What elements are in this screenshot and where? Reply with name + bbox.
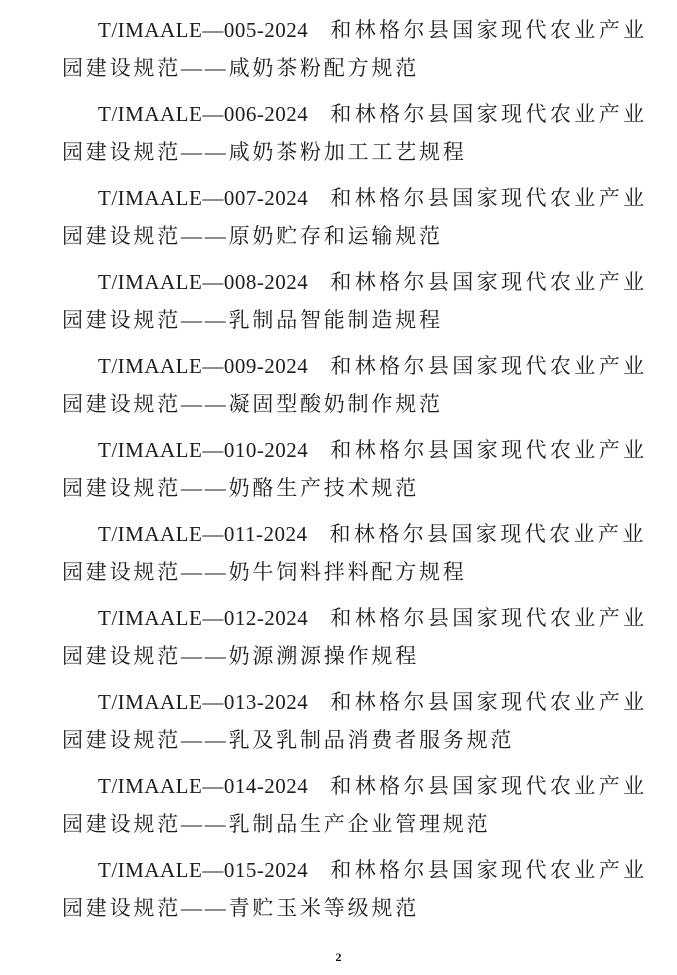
entry-line1 bbox=[62, 95, 648, 133]
entry-line2: 园建设规范——凝固型酸奶制作规范 bbox=[62, 392, 443, 416]
entry-line2: 园建设规范——青贮玉米等级规范 bbox=[62, 896, 419, 920]
standard-title-line1: 和林格尔县国家现代农业产业 bbox=[330, 186, 648, 210]
standard-entry bbox=[62, 599, 648, 675]
standard-code: T/IMAALE—011-2024 bbox=[98, 522, 308, 546]
entry-line2: 园建设规范——乳及乳制品消费者服务规范 bbox=[62, 728, 515, 752]
entry-line2: 园建设规范——原奶贮存和运输规范 bbox=[62, 224, 443, 248]
standard-title-line1: 和林格尔县国家现代农业产业 bbox=[329, 522, 647, 546]
entry-line2: 园建设规范——咸奶茶粉加工工艺规程 bbox=[62, 140, 467, 164]
standard-title-line1: 和林格尔县国家现代农业产业 bbox=[330, 858, 648, 882]
standard-title-line1: 和林格尔县国家现代农业产业 bbox=[330, 354, 648, 378]
standard-entry bbox=[62, 263, 648, 339]
standard-entry bbox=[62, 95, 648, 171]
entry-line1 bbox=[62, 11, 648, 49]
standard-title-line1: 和林格尔县国家现代农业产业 bbox=[330, 774, 648, 798]
standard-entry bbox=[62, 431, 648, 507]
standard-code: T/IMAALE—012-2024 bbox=[98, 606, 309, 630]
standard-code: T/IMAALE—007-2024 bbox=[98, 186, 309, 210]
standard-code: T/IMAALE—010-2024 bbox=[98, 438, 309, 462]
entry-line1 bbox=[62, 851, 648, 889]
standard-entry bbox=[62, 683, 648, 759]
standard-code: T/IMAALE—008-2024 bbox=[98, 270, 309, 294]
standard-title-line1: 和林格尔县国家现代农业产业 bbox=[330, 102, 648, 126]
entry-line1 bbox=[62, 179, 648, 217]
entry-line1 bbox=[62, 515, 647, 553]
entry-line2: 园建设规范——乳制品智能制造规程 bbox=[62, 308, 443, 332]
standard-code: T/IMAALE—005-2024 bbox=[98, 18, 309, 42]
entry-line1 bbox=[62, 767, 648, 805]
standard-code: T/IMAALE—015-2024 bbox=[98, 858, 309, 882]
entry-line1 bbox=[62, 431, 648, 469]
entry-line1 bbox=[62, 599, 648, 637]
standard-entry bbox=[62, 767, 648, 843]
standard-entry bbox=[62, 179, 648, 255]
standard-title-line1: 和林格尔县国家现代农业产业 bbox=[330, 18, 648, 42]
entry-line2: 园建设规范——咸奶茶粉配方规范 bbox=[62, 56, 419, 80]
entry-line1 bbox=[62, 683, 648, 721]
standard-code: T/IMAALE—006-2024 bbox=[98, 102, 309, 126]
entry-line1 bbox=[62, 263, 648, 301]
standard-entry bbox=[62, 515, 647, 591]
standard-code: T/IMAALE—014-2024 bbox=[98, 774, 309, 798]
standard-entry bbox=[62, 11, 648, 87]
entry-line2: 园建设规范——奶源溯源操作规程 bbox=[62, 644, 419, 668]
entry-line2: 园建设规范——奶酪生产技术规范 bbox=[62, 476, 419, 500]
standard-title-line1: 和林格尔县国家现代农业产业 bbox=[330, 438, 648, 462]
standard-title-line1: 和林格尔县国家现代农业产业 bbox=[330, 690, 648, 714]
standard-title-line1: 和林格尔县国家现代农业产业 bbox=[330, 270, 648, 294]
standard-code: T/IMAALE—009-2024 bbox=[98, 354, 309, 378]
standard-entry bbox=[62, 851, 648, 927]
page-number: 2 bbox=[335, 950, 342, 964]
standard-code: T/IMAALE—013-2024 bbox=[98, 690, 309, 714]
standard-entry bbox=[62, 347, 648, 423]
standard-title-line1: 和林格尔县国家现代农业产业 bbox=[330, 606, 648, 630]
entry-line2: 园建设规范——乳制品生产企业管理规范 bbox=[62, 812, 491, 836]
entry-line2: 园建设规范——奶牛饲料拌料配方规程 bbox=[62, 560, 467, 584]
entry-line1 bbox=[62, 347, 648, 385]
